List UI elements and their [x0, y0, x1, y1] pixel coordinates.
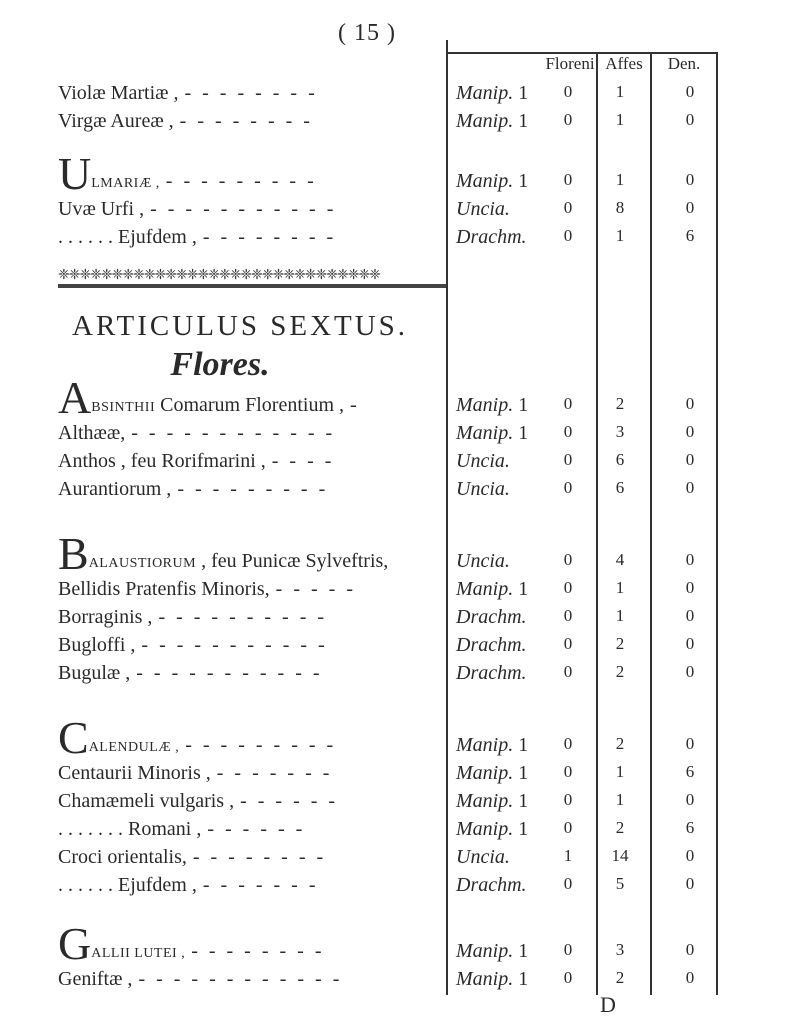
item-name: [58, 968, 342, 991]
item-text: Aurantiorum ,: [58, 478, 172, 500]
den-value: 0: [685, 450, 695, 469]
item-text: Anthos , feu Rorifmarini ,: [58, 450, 266, 472]
leader-dashes: - - - - - - - -: [179, 110, 313, 132]
den-value: 0: [685, 606, 695, 625]
floreni-value: 0: [563, 82, 573, 101]
item-text: Bellidis Pratenfis Minoris,: [58, 578, 270, 600]
affes-value: 2: [615, 968, 625, 987]
unit-cell: [456, 734, 528, 757]
leader-dashes: - - - - - -: [240, 790, 339, 812]
den-value: 6: [685, 762, 695, 781]
unit-label: Uncia.: [456, 478, 510, 500]
affes-value: 1: [615, 578, 625, 597]
drop-capital: A: [58, 372, 92, 423]
den-value: 0: [685, 170, 695, 189]
item-name: [58, 450, 334, 473]
affes-value: 2: [615, 818, 625, 837]
item-name: [58, 634, 328, 657]
item-text: Violæ Martiæ ,: [58, 82, 179, 104]
affes-value: 2: [615, 634, 625, 653]
table-row: [0, 818, 800, 844]
small-caps-text: ALAUSTIORUM: [88, 556, 197, 571]
leader-dashes: - - - - - - - - - - -: [136, 662, 323, 684]
affes-value: 2: [615, 394, 625, 413]
table-row: [0, 226, 800, 252]
unit-label: Manip.: [456, 82, 514, 104]
affes-value: 3: [615, 940, 625, 959]
leader-dashes: - - - - - - -: [202, 874, 319, 896]
small-caps-text: BSINTHII: [91, 400, 156, 415]
item-name: [58, 762, 332, 785]
den-value: 0: [685, 790, 695, 809]
item-name: [58, 372, 360, 423]
leader-dashes: - - - - - - - - -: [165, 170, 317, 192]
item-name: [58, 662, 323, 685]
item-name: [58, 148, 317, 199]
leader-dashes: - - - -: [271, 450, 335, 472]
item-text: , feu Punicæ Sylveftris,: [196, 550, 389, 572]
unit-label: Drachm.: [456, 874, 527, 896]
floreni-value: 0: [563, 450, 573, 469]
floreni-value: 0: [563, 422, 573, 441]
unit-cell: [456, 606, 527, 629]
floreni-value: 0: [563, 170, 573, 189]
item-text: Centaurii Minoris ,: [58, 762, 211, 784]
table-row: [0, 918, 800, 969]
table-row: [0, 634, 800, 660]
item-text: Croci orientalis,: [58, 846, 187, 868]
affes-value: 1: [615, 170, 625, 189]
unit-label: Manip.: [456, 790, 514, 812]
unit-count: 1: [518, 578, 529, 600]
floreni-value: 0: [563, 734, 573, 753]
affes-value: 1: [615, 82, 625, 101]
unit-count: 1: [518, 968, 529, 990]
unit-label: Manip.: [456, 394, 514, 416]
leader-dashes: - - - - - - - - - - - -: [138, 968, 343, 990]
drop-capital: C: [58, 712, 89, 763]
unit-cell: [456, 968, 528, 991]
floreni-value: 0: [563, 818, 573, 837]
unit-label: Manip.: [456, 422, 514, 444]
unit-cell: [456, 874, 527, 897]
leader-dashes: - - - - - - - -: [184, 82, 318, 104]
drop-capital: U: [58, 148, 92, 199]
item-name: [58, 790, 338, 813]
item-name: [58, 578, 356, 601]
affes-value: 4: [615, 550, 625, 569]
affes-value: 2: [615, 734, 625, 753]
floreni-value: 0: [563, 790, 573, 809]
floreni-value: 0: [563, 968, 573, 987]
unit-label: Manip.: [456, 734, 514, 756]
item-name: [58, 422, 335, 445]
item-text: Comarum Florentium ,: [155, 394, 345, 416]
leader-dashes: - - - - - - - - -: [177, 478, 329, 500]
item-name: [58, 846, 326, 869]
unit-cell: [456, 550, 510, 573]
unit-cell: [456, 478, 510, 501]
table-row: [0, 528, 800, 579]
affes-value: 1: [615, 790, 625, 809]
unit-cell: [456, 170, 528, 193]
den-value: 0: [685, 634, 695, 653]
affes-value: 1: [615, 110, 625, 129]
unit-cell: [456, 762, 528, 785]
affes-value: 5: [615, 874, 625, 893]
unit-cell: [456, 634, 527, 657]
floreni-value: 1: [563, 846, 573, 865]
affes-value: 1: [615, 606, 625, 625]
leader-dashes: - - - - - - -: [216, 762, 333, 784]
item-name: [58, 712, 337, 763]
leader-dashes: - - - - -: [275, 578, 356, 600]
item-text: Geniftæ ,: [58, 968, 133, 990]
unit-label: Drachm.: [456, 634, 527, 656]
unit-label: Manip.: [456, 170, 514, 192]
table-row: [0, 662, 800, 688]
unit-count: 1: [518, 110, 529, 132]
unit-count: 1: [518, 170, 529, 192]
item-text: Borraginis ,: [58, 606, 153, 628]
unit-count: 1: [518, 818, 529, 840]
item-text: . . . . . . Ejufdem ,: [58, 874, 197, 896]
unit-cell: [456, 422, 528, 445]
unit-cell: [456, 450, 510, 473]
unit-label: Manip.: [456, 762, 514, 784]
leader-dashes: - - - - - - - -: [191, 940, 325, 962]
table-row: [0, 578, 800, 604]
section-title: Flores.: [170, 346, 270, 383]
table-row: [0, 968, 800, 994]
item-name: [58, 226, 336, 249]
affes-value: 1: [615, 226, 625, 245]
unit-count: 1: [518, 394, 529, 416]
floreni-value: 0: [563, 762, 573, 781]
table-row: [0, 148, 800, 199]
unit-label: Drachm.: [456, 606, 527, 628]
column-header-affes: Affes: [605, 54, 643, 73]
floreni-value: 0: [563, 606, 573, 625]
den-value: 6: [685, 226, 695, 245]
small-caps-text: LMARIÆ ,: [91, 176, 160, 191]
item-name: [58, 818, 305, 841]
article-title: ARTICULUS SEXTUS.: [72, 310, 409, 342]
leader-dashes: - - - - - - - - - - - -: [131, 422, 336, 444]
item-text: Chamæmeli vulgaris ,: [58, 790, 235, 812]
unit-label: Uncia.: [456, 198, 510, 220]
table-row: [0, 712, 800, 763]
column-header-den: Den.: [667, 54, 701, 73]
den-value: 0: [685, 550, 695, 569]
leader-dashes: - - - - - - - - - -: [158, 606, 328, 628]
small-caps-text: ALLII LUTEI ,: [91, 946, 186, 961]
den-value: 0: [685, 940, 695, 959]
item-text: Bugulæ ,: [58, 662, 131, 684]
item-name: [58, 478, 328, 501]
table-row: [0, 606, 800, 632]
den-value: 6: [685, 818, 695, 837]
unit-label: Uncia.: [456, 550, 510, 572]
floreni-value: 0: [563, 478, 573, 497]
unit-count: 1: [518, 790, 529, 812]
small-caps-text: ALENDULÆ ,: [88, 740, 180, 755]
ornamental-border: ❈❈❈❈❈❈❈❈❈❈❈❈❈❈❈❈❈❈❈❈❈❈❈❈❈❈❈❈❈❈: [58, 268, 380, 283]
unit-cell: [456, 578, 528, 601]
table-row: [0, 198, 800, 224]
leader-dashes: - - - - - - - - -: [185, 734, 337, 756]
table-row: [0, 846, 800, 872]
table-row: [0, 422, 800, 448]
unit-count: 1: [518, 422, 529, 444]
unit-label: Manip.: [456, 110, 514, 132]
unit-label: Manip.: [456, 940, 514, 962]
table-row: [0, 478, 800, 504]
drop-capital: B: [58, 528, 89, 579]
unit-count: 1: [518, 940, 529, 962]
floreni-value: 0: [563, 662, 573, 681]
den-value: 0: [685, 82, 695, 101]
unit-cell: [456, 82, 528, 105]
table-row: [0, 450, 800, 476]
den-value: 0: [685, 734, 695, 753]
leader-dashes: - - - - - -: [207, 818, 306, 840]
floreni-value: 0: [563, 110, 573, 129]
item-text: Althææ,: [58, 422, 126, 444]
floreni-value: 0: [563, 226, 573, 245]
den-value: 0: [685, 846, 695, 865]
item-text: . . . . . . . Romani ,: [58, 818, 202, 840]
unit-label: Drachm.: [456, 226, 527, 248]
column-header-floreni: Floreni: [545, 54, 595, 73]
unit-label: Manip.: [456, 818, 514, 840]
den-value: 0: [685, 422, 695, 441]
item-name: [58, 198, 336, 221]
den-value: 0: [685, 578, 695, 597]
unit-label: Uncia.: [456, 450, 510, 472]
item-text: Uvæ Urfi ,: [58, 198, 145, 220]
unit-count: 1: [518, 82, 529, 104]
item-name: [58, 528, 394, 579]
unit-cell: [456, 226, 527, 249]
unit-cell: [456, 110, 528, 133]
table-row: [0, 372, 800, 423]
item-name: [58, 110, 313, 133]
affes-value: 1: [615, 762, 625, 781]
item-text: . . . . . . Ejufdem ,: [58, 226, 197, 248]
floreni-value: 0: [563, 198, 573, 217]
affes-value: 14: [611, 846, 629, 865]
affes-value: 3: [615, 422, 625, 441]
floreni-value: 0: [563, 550, 573, 569]
table-row: [0, 82, 800, 108]
unit-label: Drachm.: [456, 662, 527, 684]
unit-cell: [456, 662, 527, 685]
unit-cell: [456, 940, 528, 963]
affes-value: 8: [615, 198, 625, 217]
unit-cell: [456, 394, 528, 417]
ornamental-rule: [58, 284, 446, 288]
affes-value: 6: [615, 478, 625, 497]
signature-mark: D: [600, 992, 616, 1017]
den-value: 0: [685, 478, 695, 497]
floreni-value: 0: [563, 394, 573, 413]
table-row: [0, 874, 800, 900]
page-number: ( 15 ): [338, 20, 396, 46]
unit-cell: [456, 846, 510, 869]
affes-value: 6: [615, 450, 625, 469]
unit-cell: [456, 818, 528, 841]
leader-dashes: - - - - - - - - - - -: [150, 198, 337, 220]
item-text: Virgæ Aureæ ,: [58, 110, 174, 132]
unit-cell: [456, 198, 510, 221]
drop-capital: G: [58, 918, 92, 969]
leader-dashes: -: [350, 394, 360, 416]
unit-count: 1: [518, 734, 529, 756]
den-value: 0: [685, 198, 695, 217]
unit-label: Uncia.: [456, 846, 510, 868]
den-value: 0: [685, 968, 695, 987]
affes-value: 2: [615, 662, 625, 681]
unit-label: Manip.: [456, 968, 514, 990]
den-value: 0: [685, 110, 695, 129]
den-value: 0: [685, 662, 695, 681]
item-text: Bugloffi ,: [58, 634, 136, 656]
table-row: [0, 790, 800, 816]
floreni-value: 0: [563, 874, 573, 893]
floreni-value: 0: [563, 940, 573, 959]
item-name: [58, 918, 325, 969]
table-row: [0, 762, 800, 788]
unit-cell: [456, 790, 528, 813]
item-name: [58, 874, 319, 897]
floreni-value: 0: [563, 578, 573, 597]
floreni-value: 0: [563, 634, 573, 653]
unit-count: 1: [518, 762, 529, 784]
leader-dashes: - - - - - - - -: [192, 846, 327, 868]
item-name: [58, 606, 327, 629]
den-value: 0: [685, 874, 695, 893]
leader-dashes: - - - - - - - - - - -: [141, 634, 328, 656]
unit-label: Manip.: [456, 578, 514, 600]
den-value: 0: [685, 394, 695, 413]
leader-dashes: - - - - - - - -: [202, 226, 337, 248]
item-name: [58, 82, 318, 105]
table-row: [0, 110, 800, 136]
